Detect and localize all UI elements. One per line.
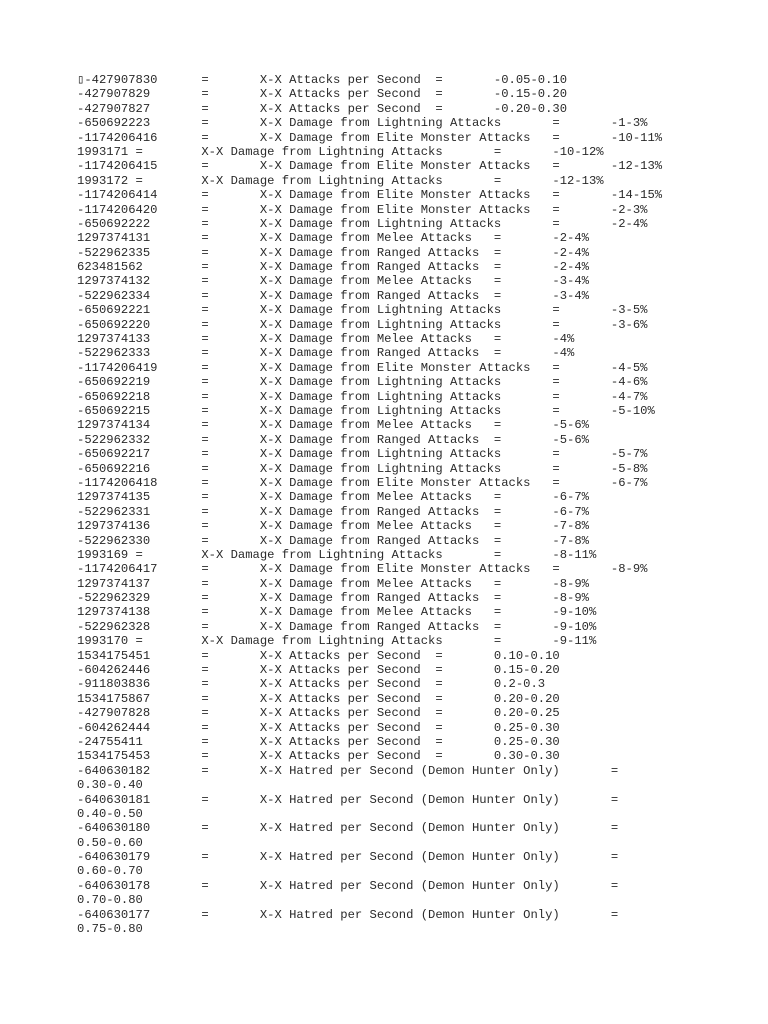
document-line: 1993169 = X-X Damage from Lightning Attacks = -8-11% (77, 547, 597, 562)
document-line: -522962328 = X-X Damage from Ranged Attacks = -9-10% (77, 619, 597, 634)
document-line: 0.70-0.80 (77, 893, 143, 908)
document-line: -1174206416 = X-X Damage from Elite Monster Attacks = -10-11% (77, 130, 663, 145)
document-line: -640630182 = X-X Hatred per Second (Demon Hunter Only) = (77, 763, 619, 778)
document-line: 1993171 = X-X Damage from Lightning Attacks = -10-12% (77, 144, 604, 159)
document-line: 1534175867 = X-X Attacks per Second = 0.20-0.20 (77, 691, 560, 706)
document-line: 1297374136 = X-X Damage from Melee Attacks = -7-8% (77, 519, 589, 534)
document-line: -24755411 = X-X Attacks per Second = 0.25-0.30 (77, 734, 560, 749)
document-line: -640630181 = X-X Hatred per Second (Demon Hunter Only) = (77, 792, 619, 807)
document-line: -1174206415 = X-X Damage from Elite Monster Attacks = -12-13% (77, 159, 663, 174)
document-line: -640630178 = X-X Hatred per Second (Demon Hunter Only) = (77, 878, 619, 893)
document-line: 1297374138 = X-X Damage from Melee Attacks = -9-10% (77, 605, 597, 620)
document-line: 0.50-0.60 (77, 835, 143, 850)
document-line: -650692216 = X-X Damage from Lightning Attacks = -5-8% (77, 461, 648, 476)
document-line: -1174206420 = X-X Damage from Elite Monster Attacks = -2-3% (77, 202, 648, 217)
document-line: -427907829 = X-X Attacks per Second = -0.15-0.20 (77, 87, 568, 102)
document-line: 0.75-0.80 (77, 922, 143, 937)
document-line: -1174206418 = X-X Damage from Elite Monster Attacks = -6-7% (77, 475, 648, 490)
document-line: -522962330 = X-X Damage from Ranged Attacks = -7-8% (77, 533, 589, 548)
document-line: 0.30-0.40 (77, 778, 143, 793)
document-line: -640630180 = X-X Hatred per Second (Demon Hunter Only) = (77, 821, 619, 836)
document-line: 623481562 = X-X Damage from Ranged Attacks = -2-4% (77, 260, 589, 275)
document-line: -1174206414 = X-X Damage from Elite Monster Attacks = -14-15% (77, 188, 663, 203)
document-line: -427907828 = X-X Attacks per Second = 0.20-0.25 (77, 706, 560, 721)
document-line: -522962335 = X-X Damage from Ranged Attacks = -2-4% (77, 245, 589, 260)
document-line: -522962332 = X-X Damage from Ranged Attacks = -5-6% (77, 432, 589, 447)
document-line: -640630179 = X-X Hatred per Second (Demon Hunter Only) = (77, 850, 619, 865)
document-line: 1297374137 = X-X Damage from Melee Attacks = -8-9% (77, 576, 589, 591)
document-line: 0.40-0.50 (77, 806, 143, 821)
document-line: -427907827 = X-X Attacks per Second = -0.20-0.30 (77, 101, 568, 116)
document-line: -604262444 = X-X Attacks per Second = 0.25-0.30 (77, 720, 560, 735)
document-line: -522962333 = X-X Damage from Ranged Attacks = -4% (77, 346, 575, 361)
document-line: -650692218 = X-X Damage from Lightning Attacks = -4-7% (77, 389, 648, 404)
document-body (77, 73, 757, 936)
document-line: ▯-427907830 = X-X Attacks per Second = -0.05-0.10 (77, 73, 568, 87)
document-line: 1297374135 = X-X Damage from Melee Attacks = -6-7% (77, 490, 589, 505)
document-line: 1534175453 = X-X Attacks per Second = 0.30-0.30 (77, 749, 560, 764)
document-line: -1174206417 = X-X Damage from Elite Monster Attacks = -8-9% (77, 562, 648, 577)
document-line: -650692222 = X-X Damage from Lightning Attacks = -2-4% (77, 216, 648, 231)
document-line: 1297374131 = X-X Damage from Melee Attacks = -2-4% (77, 231, 589, 246)
document-line: -604262446 = X-X Attacks per Second = 0.15-0.20 (77, 663, 560, 678)
document-line: -1174206419 = X-X Damage from Elite Monster Attacks = -4-5% (77, 360, 648, 375)
document-line: 0.60-0.70 (77, 864, 143, 879)
document-line: -650692220 = X-X Damage from Lightning Attacks = -3-6% (77, 317, 648, 332)
document-line: 1993172 = X-X Damage from Lightning Attacks = -12-13% (77, 173, 604, 188)
document-line: 1297374134 = X-X Damage from Melee Attacks = -5-6% (77, 418, 589, 433)
document-line: -522962329 = X-X Damage from Ranged Attacks = -8-9% (77, 591, 589, 606)
document-line: -650692223 = X-X Damage from Lightning Attacks = -1-3% (77, 116, 648, 131)
document-line: -650692219 = X-X Damage from Lightning Attacks = -4-6% (77, 375, 648, 390)
document-line: -640630177 = X-X Hatred per Second (Demon Hunter Only) = (77, 907, 619, 922)
document-line: -650692221 = X-X Damage from Lightning Attacks = -3-5% (77, 303, 648, 318)
document-line: -522962334 = X-X Damage from Ranged Attacks = -3-4% (77, 288, 589, 303)
document-line: 1993170 = X-X Damage from Lightning Attacks = -9-11% (77, 634, 597, 649)
document-line: -650692217 = X-X Damage from Lightning Attacks = -5-7% (77, 447, 648, 462)
document-line: 1297374133 = X-X Damage from Melee Attacks = -4% (77, 332, 575, 347)
document-line: 1534175451 = X-X Attacks per Second = 0.10-0.10 (77, 648, 560, 663)
document-line: -911803836 = X-X Attacks per Second = 0.2-0.3 (77, 677, 546, 692)
document-line: -522962331 = X-X Damage from Ranged Attacks = -6-7% (77, 504, 589, 519)
document-line: -650692215 = X-X Damage from Lightning Attacks = -5-10% (77, 403, 655, 418)
document-line: 1297374132 = X-X Damage from Melee Attacks = -3-4% (77, 274, 589, 289)
